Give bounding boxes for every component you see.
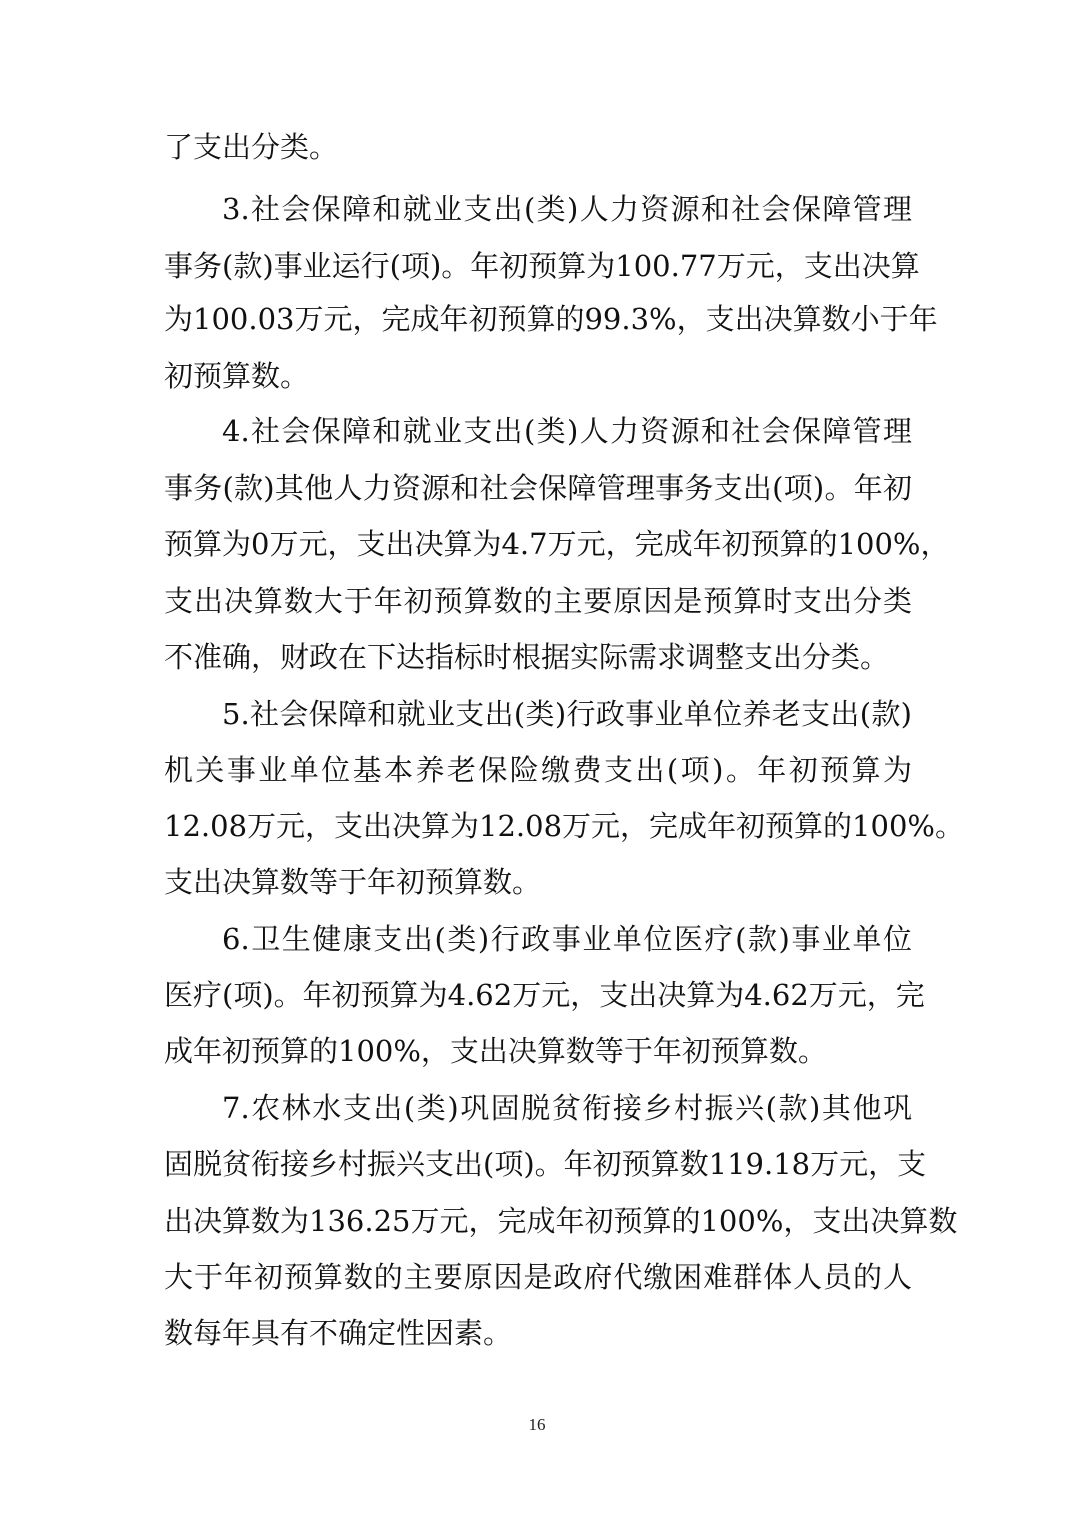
paragraph-line-text: 数每年具有不确定性因素。 (164, 1316, 513, 1350)
paragraph-line (0, 347, 1074, 405)
paragraph-line-text: 5.社会保障和就业支出(类)行政事业单位养老支出(款) (222, 697, 912, 731)
paragraph-line-text: 6.卫生健康支出(类)行政事业单位医疗(款)事业单位 (222, 922, 912, 956)
paragraph-line (0, 966, 1074, 1024)
paragraph-line-text: 为100.03万元，完成年初预算的99.3%，支出决算数小于年 (164, 302, 938, 336)
paragraph-line-text: 4.社会保障和就业支出(类)人力资源和社会保障管理 (222, 414, 912, 448)
paragraph-line-text: 了支出分类。 (164, 130, 339, 164)
paragraph-line (0, 1079, 1074, 1137)
paragraph-line (0, 1304, 1074, 1362)
paragraph-line-text: 3.社会保障和就业支出(类)人力资源和社会保障管理 (222, 192, 912, 226)
paragraph-line (0, 1192, 1074, 1250)
paragraph-line (0, 290, 1074, 348)
paragraph-line (0, 237, 1074, 295)
paragraph-line-text: 12.08万元，支出决算为12.08万元，完成年初预算的100%。 (164, 809, 964, 843)
paragraph-line-text: 医疗(项)。年初预算为4.62万元，支出决算为4.62万元，完 (164, 978, 925, 1012)
paragraph-line (0, 741, 1074, 799)
paragraph-line-text: 支出决算数大于年初预算数的主要原因是预算时支出分类 (164, 584, 912, 618)
paragraph-line (0, 572, 1074, 630)
paragraph-line-text: 机关事业单位基本养老保险缴费支出(项)。年初预算为 (164, 753, 912, 787)
page-number: 16 (528, 1415, 546, 1434)
paragraph-line (0, 402, 1074, 460)
paragraph-line (0, 459, 1074, 517)
paragraph-line-text: 固脱贫衔接乡村振兴支出(项)。年初预算数119.18万元，支 (164, 1147, 927, 1181)
paragraph-line-text: 大于年初预算数的主要原因是政府代缴困难群体人员的人 (164, 1260, 912, 1294)
paragraph-line (0, 118, 1074, 176)
paragraph-line-text: 初预算数。 (164, 359, 310, 393)
paragraph-line (0, 853, 1074, 911)
paragraph-line (0, 515, 1074, 573)
paragraph-line-text: 出决算数为136.25万元，完成年初预算的100%，支出决算数 (164, 1204, 958, 1238)
paragraph-line (0, 1022, 1074, 1080)
paragraph-line-text: 支出决算数等于年初预算数。 (164, 865, 542, 899)
paragraph-line-text: 7.农林水支出(类)巩固脱贫衔接乡村振兴(款)其他巩 (222, 1091, 912, 1125)
paragraph-line (0, 180, 1074, 238)
paragraph-line (0, 1248, 1074, 1306)
paragraph-line (0, 797, 1074, 855)
paragraph-line-text: 不准确，财政在下达指标时根据实际需求调整支出分类。 (164, 640, 890, 674)
paragraph-line (0, 628, 1074, 686)
paragraph-line-text: 事务(款)事业运行(项)。年初预算为100.77万元，支出决算 (164, 249, 920, 283)
paragraph-line-text: 预算为0万元，支出决算为4.7万元，完成年初预算的100%， (164, 527, 950, 561)
paragraph-line-text: 成年初预算的100%，支出决算数等于年初预算数。 (164, 1034, 827, 1068)
paragraph-line-text: 事务(款)其他人力资源和社会保障管理事务支出(项)。年初 (164, 471, 912, 505)
paragraph-line (0, 1135, 1074, 1193)
paragraph-line (0, 685, 1074, 743)
paragraph-line (0, 910, 1074, 968)
